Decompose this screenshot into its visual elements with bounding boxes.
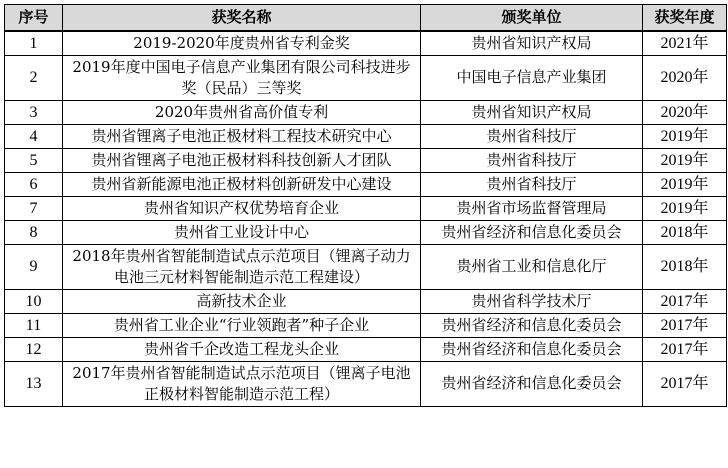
cell-award-name: 2020年贵州省高价值专利 [63, 100, 421, 124]
cell-issuer: 贵州省知识产权局 [421, 31, 643, 55]
cell-issuer: 贵州省经济和信息化委员会 [421, 337, 643, 361]
table-row [5, 148, 727, 172]
cell-year: 2017年 [643, 289, 727, 313]
cell-year: 2017年 [643, 313, 727, 337]
cell-award-name: 高新技术企业 [63, 289, 421, 313]
cell-award-name: 贵州省新能源电池正极材料创新研发中心建设 [63, 172, 421, 196]
cell-year: 2020年 [643, 55, 727, 100]
cell-no: 10 [5, 289, 63, 313]
awards-table [4, 4, 727, 407]
cell-award-name: 2017年贵州省智能制造试点示范项目（锂离子电池正极材料智能制造示范工程） [63, 361, 421, 406]
table-row [5, 196, 727, 220]
cell-no: 12 [5, 337, 63, 361]
cell-award-name: 2019年度中国电子信息产业集团有限公司科技进步奖（民品）三等奖 [63, 55, 421, 100]
awards-table-container [4, 4, 727, 407]
table-row [5, 31, 727, 55]
cell-no: 7 [5, 196, 63, 220]
cell-award-name: 贵州省锂离子电池正极材料工程技术研究中心 [63, 124, 421, 148]
cell-year: 2019年 [643, 148, 727, 172]
cell-issuer: 贵州省经济和信息化委员会 [421, 313, 643, 337]
table-row [5, 244, 727, 289]
table-row [5, 220, 727, 244]
cell-issuer: 贵州省知识产权局 [421, 100, 643, 124]
cell-year: 2020年 [643, 100, 727, 124]
cell-award-name: 贵州省工业设计中心 [63, 220, 421, 244]
cell-no: 3 [5, 100, 63, 124]
header-year: 获奖年度 [643, 5, 727, 32]
table-row [5, 337, 727, 361]
cell-year: 2018年 [643, 220, 727, 244]
table-row [5, 172, 727, 196]
cell-issuer: 贵州省科学技术厅 [421, 289, 643, 313]
header-award-name: 获奖名称 [63, 5, 421, 32]
cell-no: 1 [5, 31, 63, 55]
cell-issuer: 贵州省科技厅 [421, 172, 643, 196]
cell-award-name: 2018年贵州省智能制造试点示范项目（锂离子动力电池三元材料智能制造示范工程建设） [63, 244, 421, 289]
cell-year: 2017年 [643, 337, 727, 361]
cell-issuer: 中国电子信息产业集团 [421, 55, 643, 100]
cell-issuer: 贵州省科技厅 [421, 124, 643, 148]
header-issuer: 颁奖单位 [421, 5, 643, 32]
table-row [5, 289, 727, 313]
cell-year: 2017年 [643, 361, 727, 406]
cell-award-name: 贵州省千企改造工程龙头企业 [63, 337, 421, 361]
table-row [5, 124, 727, 148]
table-row [5, 55, 727, 100]
table-row [5, 313, 727, 337]
cell-award-name: 贵州省知识产权优势培育企业 [63, 196, 421, 220]
cell-award-name: 贵州省锂离子电池正极材料科技创新人才团队 [63, 148, 421, 172]
cell-issuer: 贵州省经济和信息化委员会 [421, 361, 643, 406]
table-row [5, 100, 727, 124]
cell-year: 2019年 [643, 172, 727, 196]
cell-year: 2021年 [643, 31, 727, 55]
cell-award-name: 2019-2020年度贵州省专利金奖 [63, 31, 421, 55]
header-no: 序号 [5, 5, 63, 32]
cell-no: 2 [5, 55, 63, 100]
cell-issuer: 贵州省工业和信息化厅 [421, 244, 643, 289]
cell-issuer: 贵州省科技厅 [421, 148, 643, 172]
cell-no: 5 [5, 148, 63, 172]
cell-issuer: 贵州省经济和信息化委员会 [421, 220, 643, 244]
cell-no: 4 [5, 124, 63, 148]
cell-no: 11 [5, 313, 63, 337]
cell-no: 6 [5, 172, 63, 196]
cell-no: 8 [5, 220, 63, 244]
table-row [5, 361, 727, 406]
cell-year: 2018年 [643, 244, 727, 289]
cell-issuer: 贵州省市场监督管理局 [421, 196, 643, 220]
cell-no: 13 [5, 361, 63, 406]
cell-no: 9 [5, 244, 63, 289]
cell-award-name: 贵州省工业企业“行业领跑者”种子企业 [63, 313, 421, 337]
table-header-row [5, 5, 727, 32]
cell-year: 2019年 [643, 196, 727, 220]
cell-year: 2019年 [643, 124, 727, 148]
